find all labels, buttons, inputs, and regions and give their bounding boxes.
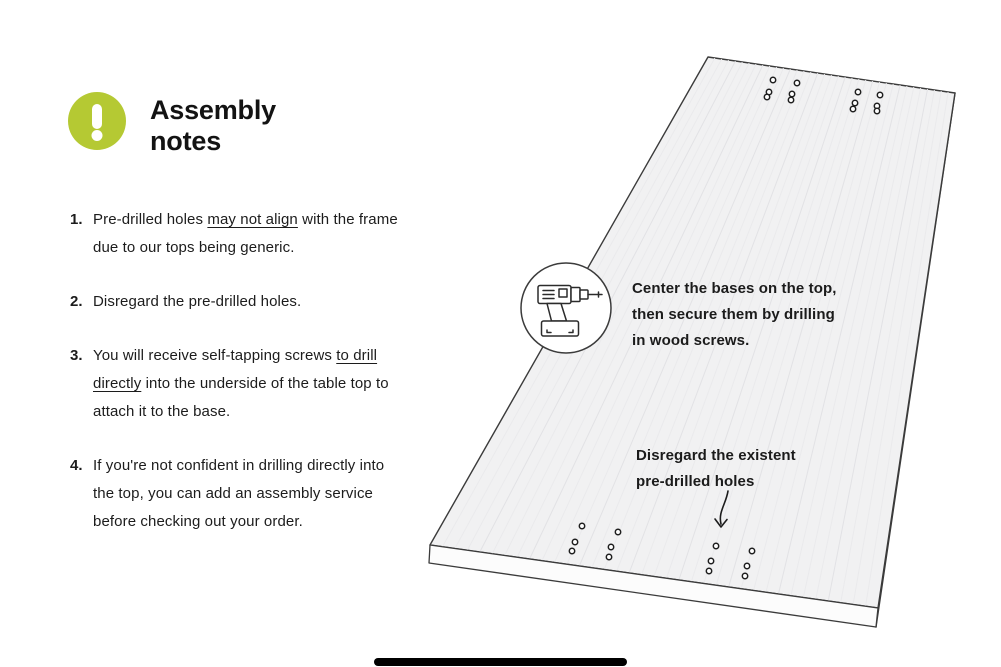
exclamation-dot — [92, 130, 103, 141]
page-title — [150, 95, 276, 157]
page-title-line2: notes — [150, 126, 222, 156]
exclamation-bar — [92, 104, 102, 129]
pre-drilled-hole — [579, 523, 584, 528]
note-item — [70, 288, 415, 316]
note-text: You will receive self-tapping screws to drill directly into the underside of the table top to attach it to the base. — [93, 347, 389, 420]
drill-callout-text — [632, 276, 837, 354]
note-item — [70, 342, 415, 426]
exclamation-icon — [68, 92, 126, 150]
note-text: Pre-drilled holes may not align with the frame due to our tops being generic. — [93, 211, 398, 256]
pre-drilled-hole — [764, 94, 769, 99]
pre-drilled-hole — [742, 573, 747, 578]
callout-line: Disregard the existent — [636, 447, 796, 464]
pre-drilled-hole — [572, 539, 577, 544]
note-number: 1. — [70, 211, 83, 228]
pre-drilled-hole — [615, 529, 620, 534]
pre-drilled-hole — [749, 548, 754, 553]
callout-line: pre-drilled holes — [636, 473, 755, 490]
home-indicator-bar — [374, 658, 627, 666]
pre-drilled-hole — [877, 92, 882, 97]
drill-badge — [521, 263, 611, 353]
callout-line: in wood screws. — [632, 332, 750, 349]
pre-drilled-hole — [789, 91, 794, 96]
pre-drilled-hole — [744, 563, 749, 568]
assembly-notes-list — [70, 206, 415, 562]
pre-drilled-hole — [855, 89, 860, 94]
pre-drilled-hole — [770, 77, 775, 82]
note-number: 2. — [70, 293, 83, 310]
note-number: 4. — [70, 457, 83, 474]
pre-drilled-hole — [708, 558, 713, 563]
note-number: 3. — [70, 347, 83, 364]
pre-drilled-hole — [606, 554, 611, 559]
pre-drilled-hole — [706, 568, 711, 573]
note-item — [70, 206, 415, 262]
note-item — [70, 452, 415, 536]
pre-drilled-hole — [794, 80, 799, 85]
holes-callout-text — [636, 443, 796, 495]
note-text: If you're not confident in drilling directly into the top, you can add an assembly service before checking out your order. — [93, 457, 385, 530]
pre-drilled-hole — [850, 106, 855, 111]
page-title-line1: Assembly — [150, 95, 276, 125]
pre-drilled-hole — [713, 543, 718, 548]
callout-line: then secure them by drilling — [632, 306, 835, 323]
pre-drilled-hole — [608, 544, 613, 549]
note-text: Disregard the pre-drilled holes. — [93, 293, 302, 310]
pre-drilled-hole — [874, 108, 879, 113]
callout-line: Center the bases on the top, — [632, 280, 837, 297]
pre-drilled-hole — [569, 548, 574, 553]
pre-drilled-hole — [788, 97, 793, 102]
pre-drilled-hole — [852, 100, 857, 105]
